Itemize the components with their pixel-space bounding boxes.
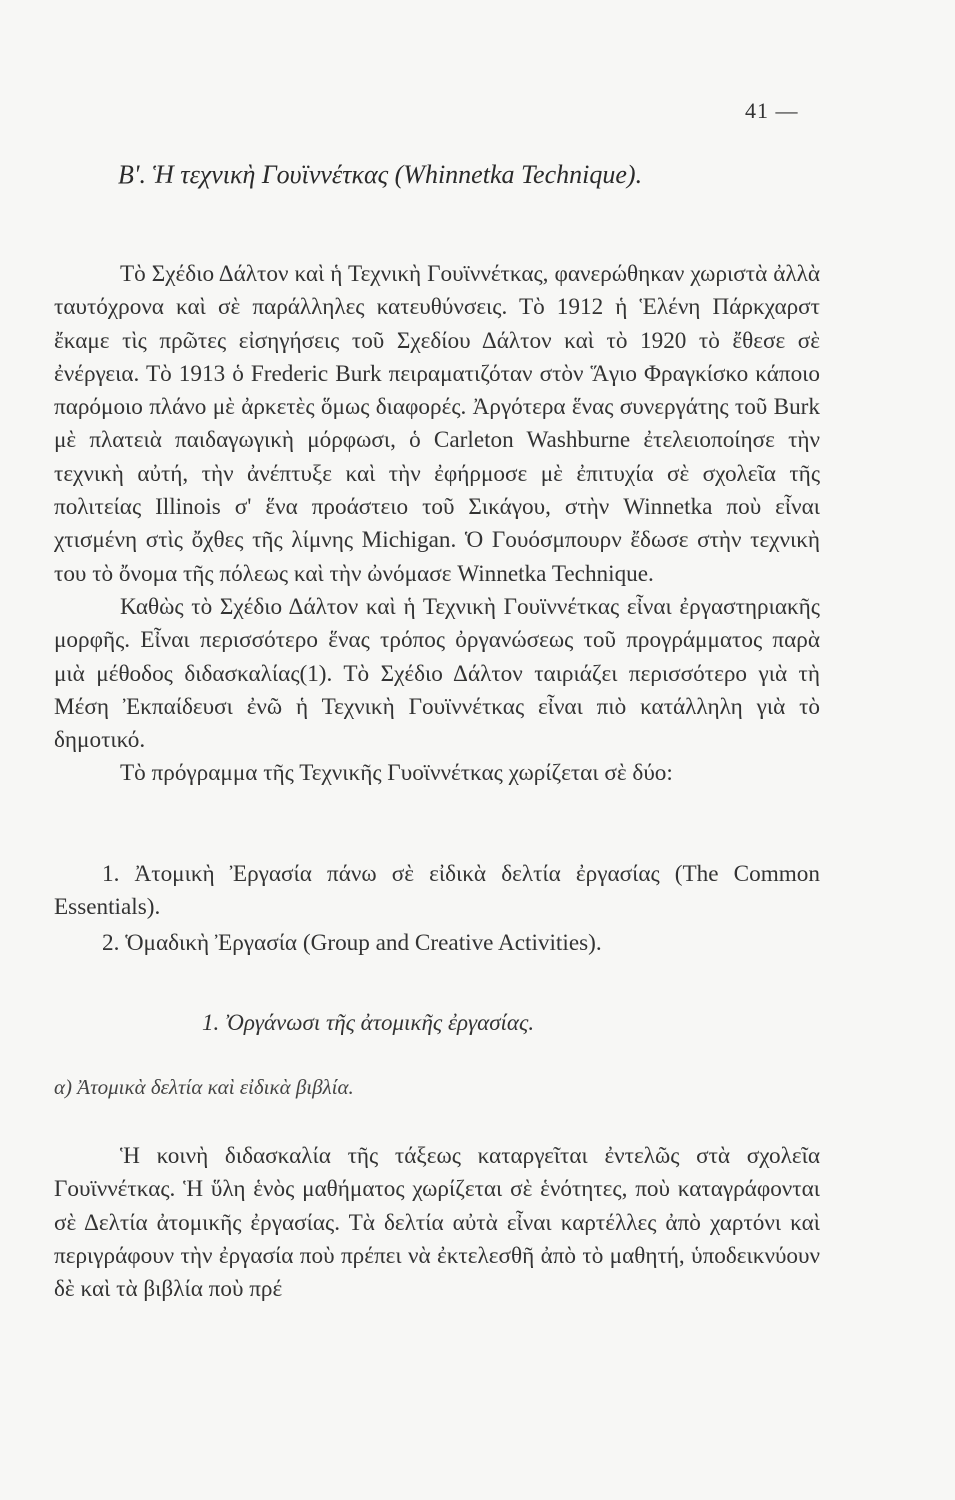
closing-paragraph: Ἡ κοινὴ διδασκαλία τῆς τάξεως καταργεῖται ἐντελῶς στὰ σχολεῖα Γουϊννέτκας. Ἡ ὕλη ἑνὸς μαθήματος χωρίζεται σὲ ἑνότητες, ποὺ καταγράφονται σὲ Δελτία ἀτομικῆς ἐργασίας. Τὰ δελτία αὐτὰ εἶναι καρτέλλες ἀπὸ χαρτόνι καὶ περιγράφουν τὴν ἐργασία ποὺ πρέπει νὰ ἐκτελεσθῆ ἀπὸ τὸ μαθητή, ὑποδεικνύουν δὲ καὶ τὰ βιβλία ποὺ πρέ	[54, 1143, 820, 1303]
paragraph-3: Τὸ πρόγραμμα τῆς Τεχνικῆς Γυοϊννέτκας χωρίζεται σὲ δύο:	[120, 760, 673, 787]
program-list	[54, 858, 820, 960]
page-number: 41 —	[745, 98, 799, 123]
subsection-heading: 1. Ὀργάνωσι τῆς ἀτομικῆς ἐργασίας.	[202, 1010, 535, 1035]
body-text	[54, 258, 820, 791]
paragraph-2: Καθὼς τὸ Σχέδιο Δάλτον καὶ ἡ Τεχνικὴ Γουϊννέτκας εἶναι ἐργαστηριακῆς μορφῆς. Εἶναι περισσότερο ἕνας τρόπος ὀργανώσεως τοῦ προγράμματος παρὰ μιὰ μέθοδος διδασκαλίας(1). Τὸ Σχέδιο Δάλτον ταιριάζει περισσότερο γιὰ τὴ Μέση Ἐκπαίδευσι ἐνῶ ἡ Τεχνικὴ Γουϊννέτκας εἶναι πιὸ κατάλληλη γιὰ τὸ δημοτικό.	[54, 593, 820, 754]
list-item: 1. Ἀτομικὴ Ἐργασία πάνω σὲ εἰδικὰ δελτία ἐργασίας (The Common Essentials).	[54, 861, 820, 921]
section-heading: Β'. Ἡ τεχνικὴ Γουϊννέτκας (Whinnetka Technique).	[118, 160, 643, 189]
sub-subsection-heading: α) Ἀτομικὰ δελτία καὶ εἰδικὰ βιβλία.	[54, 1075, 354, 1099]
closing-text	[54, 1140, 820, 1306]
paragraph-1: Τὸ Σχέδιο Δάλτον καὶ ἡ Τεχνικὴ Γουϊννέτκας, φανερώθηκαν χωριστὰ ἀλλὰ ταυτόχρονα καὶ σὲ παράλληλες κατευθύνσεις. Τὸ 1912 ἡ Ἑλένη Πάρκχαρστ ἔκαμε τὶς πρῶτες εἰσηγήσεις τοῦ Σχεδίου Δάλτον καὶ τὸ 1920 τὸ ἔθεσε σὲ ἐνέργεια. Τὸ 1913 ὁ Frederic Burk πειραματιζόταν στὸν Ἅγιο Φραγκίσκο κάποιο παρόμοιο πλάνο μὲ ἀρκετὲς ὅμως διαφορές. Ἀργότερα ἕνας συνεργάτης τοῦ Burk μὲ πλατειὰ παιδαγωγικὴ μόρφωσι, ὁ Carleton Washburne ἐτελειοποίησε τὴν τεχνικὴ αὐτή, τὴν ἀνέπτυξε καὶ τὴν ἐφήρμοσε μὲ ἐπιτυχία σὲ σχολεῖα τῆς πολιτείας Illinois σ' ἕνα προάστειο τοῦ Σικάγου, στὴν Winnetka ποὺ εἶναι χτισμένη στὶς ὄχθες τῆς λίμνης Michigan. Ὁ Γουόσμπουρν ἔδωσε στὴν τεχνικὴ του τὸ ὄνομα τῆς πόλεως καὶ τὴν ὠνόμασε Winnetka Technique.	[54, 261, 820, 587]
list-item: 2. Ὁμαδικὴ Ἐργασία (Group and Creative Activities).	[102, 929, 602, 956]
